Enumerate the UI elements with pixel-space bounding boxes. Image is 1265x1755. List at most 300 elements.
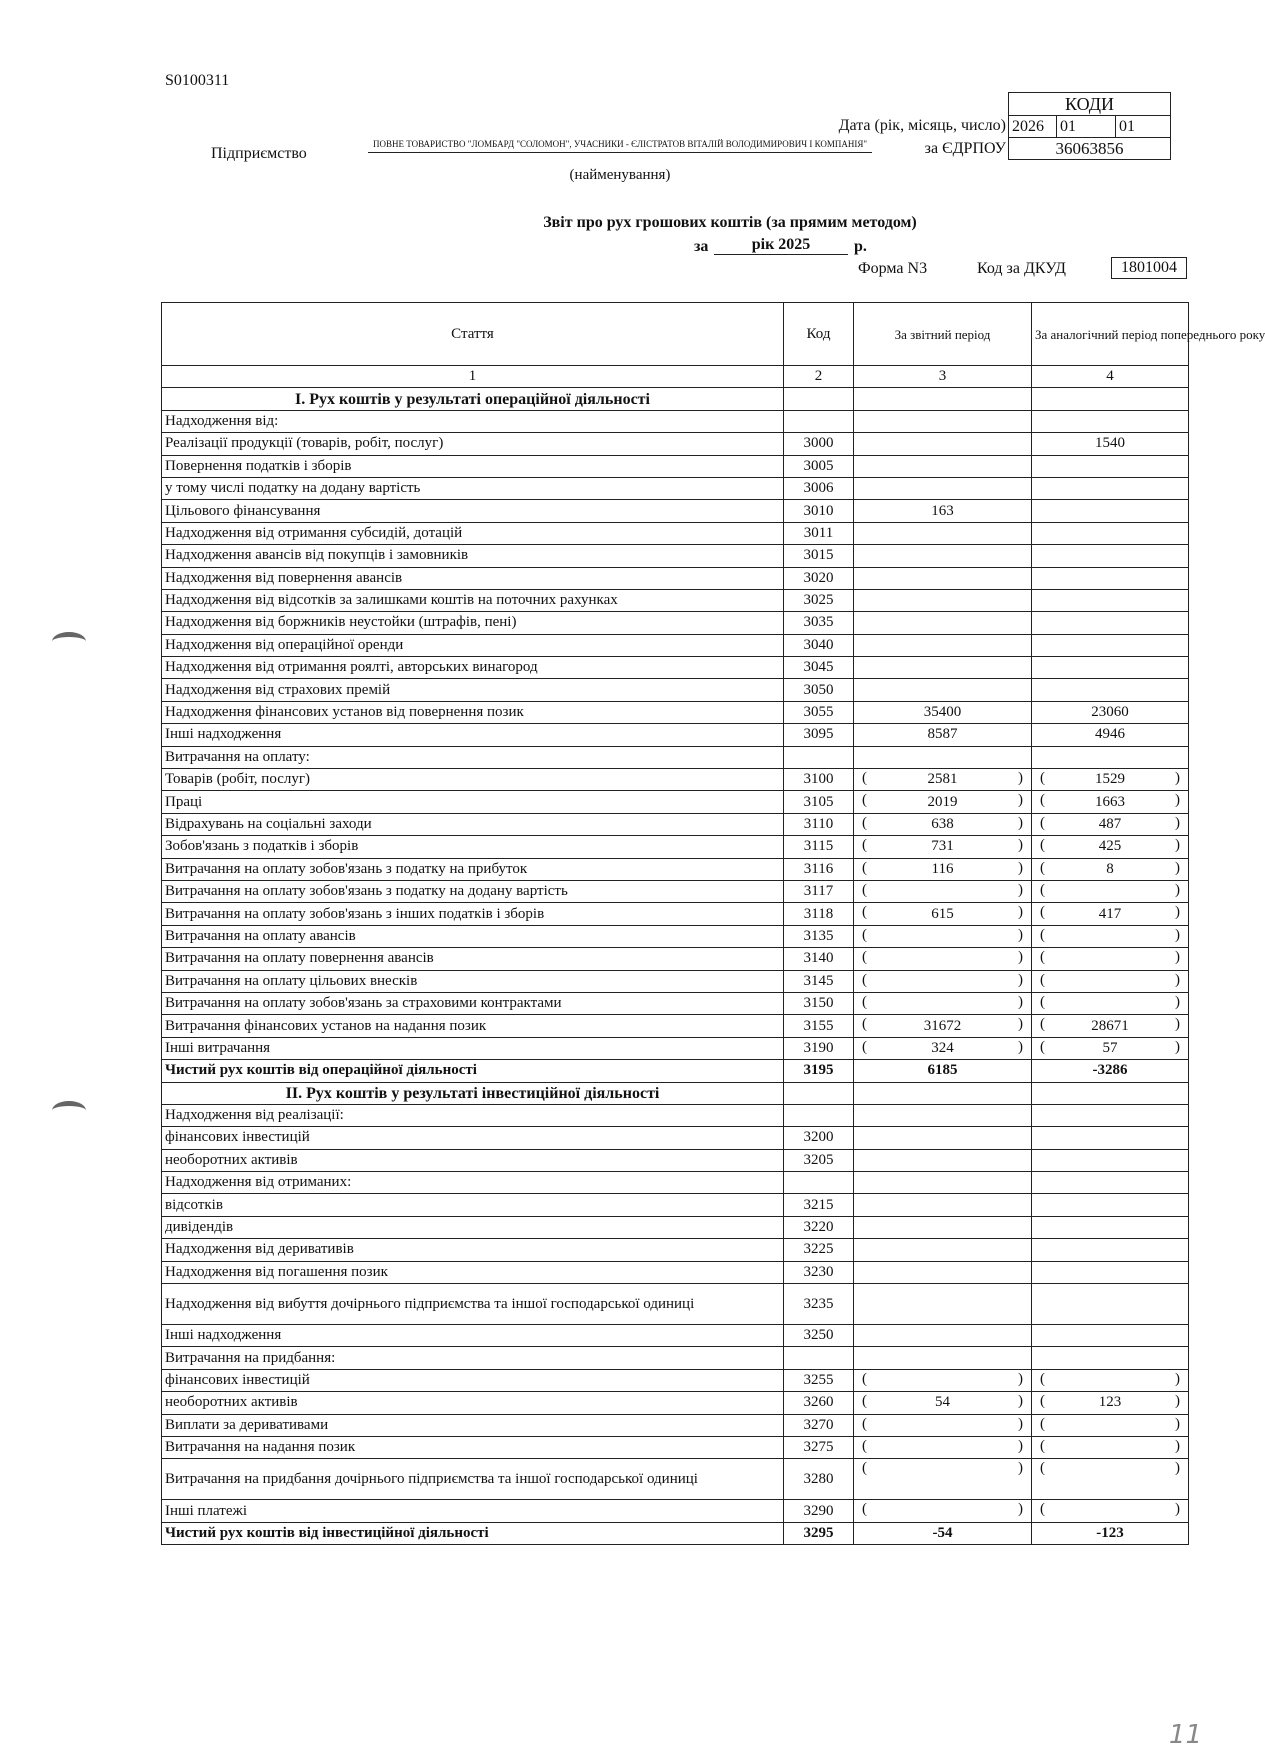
row-value-current [854,769,1032,791]
row-value-previous [1032,1127,1189,1149]
row-label: у тому числі податку на додану вартість [162,477,784,499]
row-value-text: 28671 [1091,1017,1129,1034]
paren-open: ( [1040,1370,1045,1387]
paren-open: ( [862,1437,867,1454]
form-code: S0100311 [165,72,230,89]
row-value-text: 638 [931,816,954,832]
row-value-text: 1663 [1095,793,1125,810]
row-value-previous [1032,477,1189,499]
paren-open: ( [1040,1016,1045,1033]
paren-close: ) [1175,792,1180,809]
table-row [162,1261,1189,1283]
paren-close: ) [1175,1501,1180,1518]
row-label: Витрачання на оплату цільових внесків [162,970,784,992]
paren-open: ( [862,1460,867,1477]
row-value-current [854,1500,1032,1522]
row-label: Інші платежі [162,1500,784,1522]
table-row [162,880,1189,902]
row-code: 3195 [784,1060,854,1082]
row-value-current [854,1284,1032,1325]
row-value-current [854,679,1032,701]
row-value-previous [1032,1436,1189,1458]
paren-open: ( [862,1501,867,1518]
paren-close: ) [1018,993,1023,1010]
row-value-current [854,1459,1032,1500]
row-code: 3145 [784,970,854,992]
row-value-previous [1032,410,1189,432]
form-label: Форма N3 [858,260,928,277]
row-code: 3055 [784,701,854,723]
row-code: 3045 [784,657,854,679]
edrpou-label: за ЄДРПОУ [924,140,1006,157]
row-code: 3155 [784,1015,854,1037]
row-label: Надходження від операційної оренди [162,634,784,656]
table-numbering-row [162,366,1189,388]
row-label: Надходження від отримання роялті, авторських винагород [162,657,784,679]
table-header-row [162,303,1189,366]
row-value-previous [1032,769,1189,791]
row-code: 3140 [784,948,854,970]
row-value-previous [1032,1037,1189,1059]
row-label: Витрачання на оплату повернення авансів [162,948,784,970]
row-code: 3095 [784,724,854,746]
row-label: Товарів (робіт, послуг) [162,769,784,791]
paren-open: ( [1040,949,1045,966]
paren-close: ) [1018,792,1023,809]
row-code: 3230 [784,1261,854,1283]
dkud-label: Код за ДКУД [977,260,1066,277]
row-value-current: 35400 [854,701,1032,723]
row-code: 3295 [784,1522,854,1544]
row-value-text: 31672 [923,1017,962,1034]
row-value-current [854,791,1032,813]
paren-open: ( [1040,1460,1045,1477]
row-label: Чистий рух коштів від інвестиційної діяльності [162,1522,784,1544]
table-row [162,1369,1189,1391]
paren-close: ) [1018,1038,1023,1055]
row-code: 3011 [784,522,854,544]
punch-hole-mark [52,1101,86,1120]
table-row [162,1459,1189,1500]
row-value-previous [1032,1149,1189,1171]
row-label: Надходження від деривативів [162,1239,784,1261]
row-value-current: -54 [854,1522,1032,1544]
paren-open: ( [1040,814,1045,831]
date-month: 01 [1057,116,1116,137]
row-code: 3006 [784,477,854,499]
table-row [162,970,1189,992]
table-row [162,410,1189,432]
row-label: Витрачання на придбання: [162,1347,784,1369]
row-value-current [854,1436,1032,1458]
paren-open: ( [862,1415,867,1432]
table-row [162,1414,1189,1436]
period-suffix: р. [854,238,867,255]
paren-open: ( [1040,904,1045,921]
table-row [162,567,1189,589]
paren-open: ( [1040,1437,1045,1454]
row-label: Витрачання на оплату зобов'язань з інших податків і зборів [162,903,784,925]
paren-close: ) [1175,859,1180,876]
row-value-previous [1032,1459,1189,1500]
table-row [162,388,1189,410]
row-value-current [854,410,1032,432]
row-value-previous [1032,746,1189,768]
row-label: Надходження від отримання субсидій, дотацій [162,522,784,544]
row-value-current [854,746,1032,768]
row-code [784,746,854,768]
row-code: 3025 [784,589,854,611]
table-row [162,1325,1189,1347]
row-value-current [854,992,1032,1014]
row-label: Надходження від відсотків за залишками коштів на поточних рахунках [162,589,784,611]
row-label: Надходження авансів від покупців і замовників [162,545,784,567]
row-label: Надходження від боржників неустойки (штрафів, пені) [162,612,784,634]
row-code: 3040 [784,634,854,656]
row-value-current [854,1325,1032,1347]
row-value-current [854,1392,1032,1414]
paren-open: ( [862,971,867,988]
row-label: Надходження від страхових премій [162,679,784,701]
row-value-current [854,858,1032,880]
row-value-current [854,455,1032,477]
row-label: Надходження від реалізації: [162,1104,784,1126]
row-value-current [854,522,1032,544]
row-value-text: 54 [935,1394,950,1411]
paren-close: ) [1175,881,1180,898]
row-value-current [854,1037,1032,1059]
table-row [162,545,1189,567]
row-label: Витрачання на оплату зобов'язань за страховими контрактами [162,992,784,1014]
row-value-current [854,612,1032,634]
row-value-previous [1032,813,1189,835]
row-value-previous [1032,1414,1189,1436]
row-code: 3190 [784,1037,854,1059]
row-label: Витрачання на надання позик [162,1436,784,1458]
row-label: II. Рух коштів у результаті інвестиційної діяльності [162,1082,784,1104]
row-code: 3020 [784,567,854,589]
row-code: 3135 [784,925,854,947]
row-code: 3220 [784,1216,854,1238]
enterprise-name: ПОВНЕ ТОВАРИСТВО "ЛОМБАРД "СОЛОМОН", УЧАСНИКИ - ЄЛІСТРАТОВ ВІТАЛІЙ ВОЛОДИМИРОВИЧ І КОМПАНІЯ" [368,138,872,153]
paren-close: ) [1018,814,1023,831]
row-label: необоротних активів [162,1392,784,1414]
table-row [162,1500,1189,1522]
paren-close: ) [1018,1016,1023,1033]
row-code: 3117 [784,880,854,902]
table-row [162,836,1189,858]
row-value-text: 615 [931,905,954,922]
row-value-previous [1032,567,1189,589]
paren-open: ( [862,814,867,831]
paren-open: ( [862,881,867,898]
row-value-current [854,634,1032,656]
row-value-text: 487 [1098,816,1122,832]
row-value-previous: -123 [1032,1522,1189,1544]
table-row [162,634,1189,656]
paren-close: ) [1175,993,1180,1010]
paren-close: ) [1175,904,1180,921]
row-value-previous [1032,1015,1189,1037]
row-value-text: 425 [1098,838,1122,855]
row-code [784,1172,854,1194]
paren-open: ( [1040,859,1045,876]
table-row [162,522,1189,544]
row-label: Повернення податків і зборів [162,455,784,477]
row-value-previous [1032,948,1189,970]
row-value-previous [1032,1104,1189,1126]
row-value-previous [1032,634,1189,656]
paren-close: ) [1175,1393,1180,1410]
table-row [162,769,1189,791]
table-row [162,858,1189,880]
row-label: необоротних активів [162,1149,784,1171]
row-code: 3116 [784,858,854,880]
table-row [162,1104,1189,1126]
table-row [162,1522,1189,1544]
row-code: 3100 [784,769,854,791]
paren-open: ( [862,1370,867,1387]
row-value-previous [1032,791,1189,813]
paren-close: ) [1018,770,1023,787]
row-code: 3260 [784,1392,854,1414]
row-value-current [854,880,1032,902]
row-label: Надходження фінансових установ від повернення позик [162,701,784,723]
dkud-value: 1801004 [1111,257,1187,279]
paren-close: ) [1175,1370,1180,1387]
paren-close: ) [1175,1038,1180,1055]
row-label: Відрахувань на соціальні заходи [162,813,784,835]
table-row [162,1392,1189,1414]
row-code: 3115 [784,836,854,858]
cash-flow-table [161,302,1265,1545]
row-value-previous [1032,970,1189,992]
row-value-current [854,1127,1032,1149]
row-code: 3015 [784,545,854,567]
row-label: Надходження від вибуття дочірнього підприємства та іншої господарської одиниці [162,1284,784,1325]
table-row [162,589,1189,611]
row-label: Інші витрачання [162,1037,784,1059]
row-value-current [854,388,1032,410]
table-row [162,1037,1189,1059]
table-row [162,1436,1189,1458]
codes-box [1008,92,1171,160]
table-body [162,388,1189,1545]
row-value-previous [1032,880,1189,902]
row-code: 3280 [784,1459,854,1500]
row-label: фінансових інвестицій [162,1369,784,1391]
date-year: 2026 [1009,116,1057,137]
row-value-current [854,1216,1032,1238]
row-value-current [854,1239,1032,1261]
paren-open: ( [1040,971,1045,988]
row-value-previous [1032,925,1189,947]
row-label: дивідендів [162,1216,784,1238]
row-code: 3270 [784,1414,854,1436]
col-number: 2 [784,366,854,388]
row-value-previous [1032,1500,1189,1522]
period-value: рік 2025 [714,236,848,255]
paren-close: ) [1018,1437,1023,1454]
paren-open: ( [1040,881,1045,898]
row-label: Надходження від: [162,410,784,432]
row-value-previous [1032,1261,1189,1283]
paren-open: ( [1040,837,1045,854]
paren-open: ( [862,993,867,1010]
row-code [784,1082,854,1104]
row-code: 3225 [784,1239,854,1261]
paren-close: ) [1175,926,1180,943]
row-value-previous [1032,589,1189,611]
row-value-previous [1032,500,1189,522]
row-value-current [854,1414,1032,1436]
row-value-previous: 4946 [1032,724,1189,746]
row-code: 3255 [784,1369,854,1391]
row-value-text: 324 [931,1039,954,1056]
row-value-current [854,1149,1032,1171]
paren-open: ( [862,949,867,966]
row-code [784,388,854,410]
row-value-current [854,1194,1032,1216]
paren-close: ) [1018,904,1023,921]
paren-open: ( [862,1016,867,1033]
report-title: Звіт про рух грошових коштів (за прямим методом) [543,214,917,231]
table-row [162,679,1189,701]
table-row [162,612,1189,634]
table-row [162,657,1189,679]
row-value-current [854,836,1032,858]
paren-open: ( [1040,926,1045,943]
paren-open: ( [862,792,867,809]
row-code: 3235 [784,1284,854,1325]
row-value-current [854,657,1032,679]
table-row [162,1060,1189,1082]
row-value-text: 2581 [927,771,958,788]
paren-close: ) [1175,814,1180,831]
row-value-previous [1032,545,1189,567]
row-value-current [854,1172,1032,1194]
row-value-previous [1032,388,1189,410]
table-row [162,925,1189,947]
row-code: 3118 [784,903,854,925]
paren-close: ) [1018,881,1023,898]
header-code: Код [784,303,854,366]
row-value-text: 57 [1102,1039,1118,1056]
row-value-previous [1032,1216,1189,1238]
col-number: 1 [162,366,784,388]
enterprise-label: Підприємство [211,145,307,162]
row-code: 3105 [784,791,854,813]
paren-close: ) [1175,1415,1180,1432]
row-value-previous [1032,903,1189,925]
row-value-current [854,948,1032,970]
paren-open: ( [1040,770,1045,787]
row-label: Зобов'язань з податків і зборів [162,836,784,858]
row-value-current [854,477,1032,499]
row-value-previous [1032,657,1189,679]
row-value-previous [1032,1284,1189,1325]
row-value-previous [1032,679,1189,701]
table-row [162,1015,1189,1037]
paren-close: ) [1018,1415,1023,1432]
paren-open: ( [1040,1038,1045,1055]
paren-open: ( [862,1038,867,1055]
row-value-previous: 1540 [1032,433,1189,455]
row-label: відсотків [162,1194,784,1216]
paren-close: ) [1175,837,1180,854]
row-value-current [854,433,1032,455]
table-row [162,903,1189,925]
table-row [162,1194,1189,1216]
row-label: Витрачання на оплату: [162,746,784,768]
table-row [162,1149,1189,1171]
header-current: За звітний період [854,303,1032,366]
row-label: Витрачання на оплату зобов'язань з податку на прибуток [162,858,784,880]
punch-hole-mark [52,632,86,651]
row-value-previous [1032,1172,1189,1194]
row-value-text: 8 [1106,860,1114,877]
row-value-current [854,1104,1032,1126]
table-row [162,724,1189,746]
row-label: Реалізації продукції (товарів, робіт, послуг) [162,433,784,455]
row-value-previous: 23060 [1032,701,1189,723]
row-value-current [854,589,1032,611]
table-row [162,1082,1189,1104]
codes-title: КОДИ [1009,93,1170,116]
row-value-text: 2019 [927,793,958,810]
paren-open: ( [862,859,867,876]
row-value-text: 123 [1098,1394,1122,1411]
row-value-previous [1032,858,1189,880]
period-prefix: за [694,238,709,255]
row-label: фінансових інвестицій [162,1127,784,1149]
row-value-previous [1032,1347,1189,1369]
codes-date-row [1009,116,1170,138]
row-value-previous: -3286 [1032,1060,1189,1082]
row-value-previous [1032,1194,1189,1216]
edrpou-value: 36063856 [1055,139,1124,158]
row-value-previous [1032,522,1189,544]
row-label: Чистий рух коштів від операційної діяльності [162,1060,784,1082]
row-code [784,410,854,432]
paren-open: ( [1040,1393,1045,1410]
row-value-current [854,567,1032,589]
page-number-handwritten: 11 [1168,1720,1202,1750]
paren-close: ) [1018,1370,1023,1387]
name-caption: (найменування) [569,167,671,183]
row-value-previous [1032,1369,1189,1391]
paren-open: ( [1040,1415,1045,1432]
paren-open: ( [1040,792,1045,809]
row-label: Витрачання на оплату авансів [162,925,784,947]
row-code: 3005 [784,455,854,477]
paren-open: ( [862,770,867,787]
row-code: 3050 [784,679,854,701]
col-number: 3 [854,366,1032,388]
row-value-previous [1032,1392,1189,1414]
row-value-current [854,1369,1032,1391]
row-value-current: 163 [854,500,1032,522]
row-label: Інші надходження [162,1325,784,1347]
paren-close: ) [1018,859,1023,876]
table-row [162,477,1189,499]
col-number: 4 [1032,366,1189,388]
paren-close: ) [1175,770,1180,787]
paren-close: ) [1175,1460,1180,1477]
paren-close: ) [1175,949,1180,966]
paren-close: ) [1018,1393,1023,1410]
row-code: 3250 [784,1325,854,1347]
